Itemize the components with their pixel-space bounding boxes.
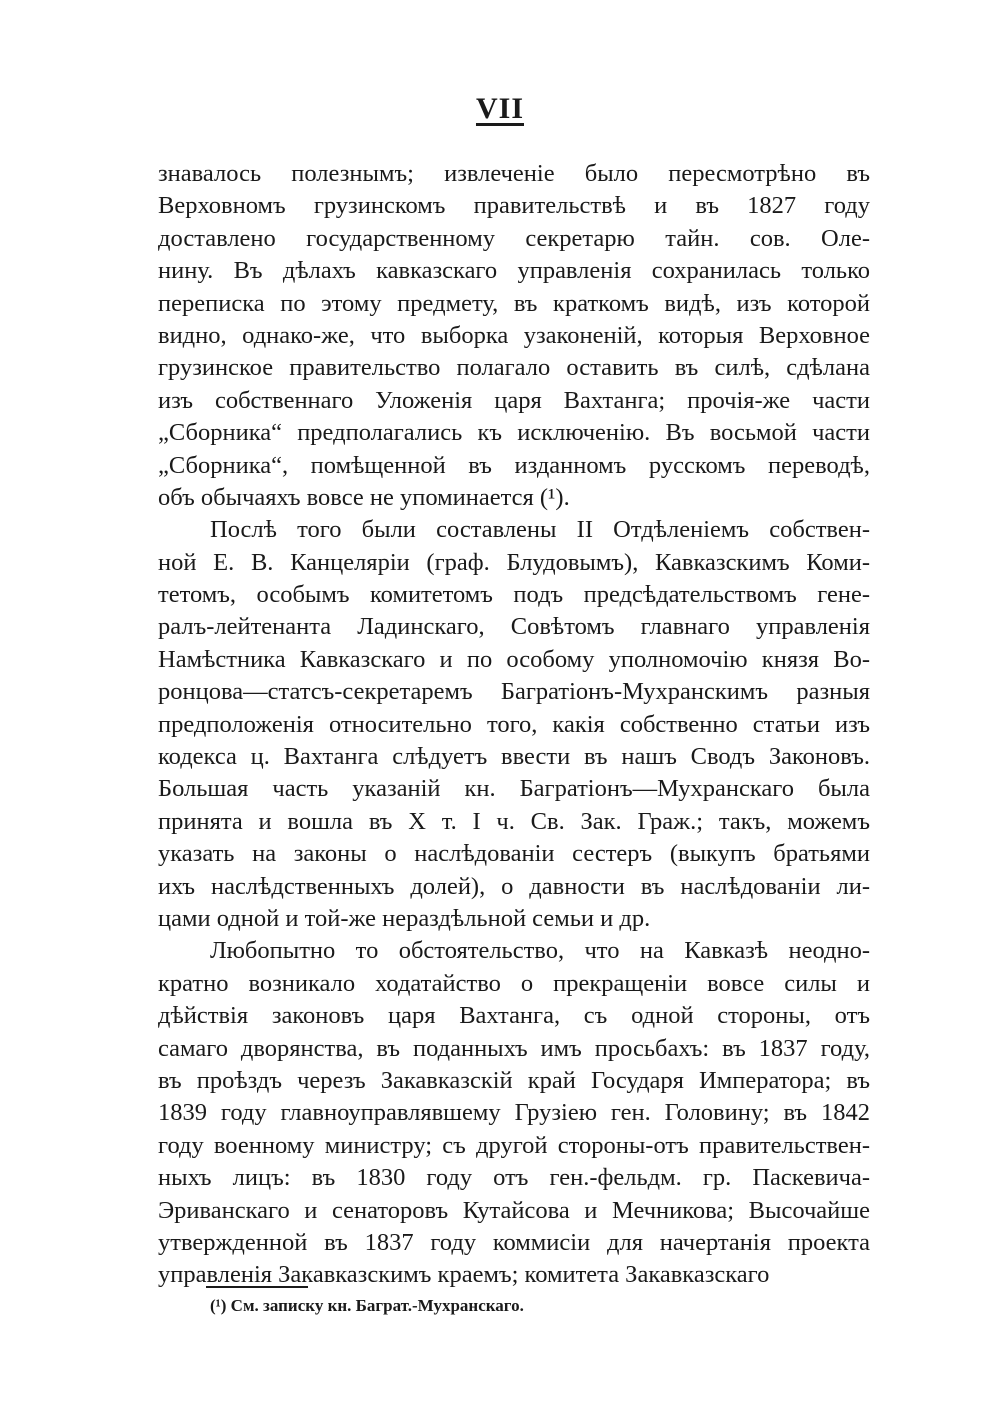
footnote: (¹) См. записку кн. Баграт.-Мухранскаго. [210, 1296, 524, 1315]
text-line: „Сборника“, помѣщенной въ изданномъ русскомъ переводѣ, [158, 451, 870, 479]
text-line: въ проѣздъ черезъ Закавказскій край Государя Императора; въ [158, 1066, 870, 1094]
text-line: грузинское правительство полагало оставить въ силѣ, сдѣлана [158, 354, 870, 382]
text-line: Намѣстника Кавказскаго и по особому уполномочію князя Во- [158, 645, 870, 673]
text-line: нину. Въ дѣлахъ кавказскаго управленія сохранилась только [158, 257, 870, 285]
text-line: цами одной и той-же нераздѣльной семьи и др. [158, 904, 651, 932]
text-line: указать на законы о наслѣдованіи сестеръ (выкупъ братьями [158, 840, 870, 868]
text-line: ронцова—статсъ-секретаремъ Багратіонъ-Мухранскимъ разныя [158, 678, 870, 706]
text-line: ныхъ лицъ: въ 1830 году отъ ген.-фельдм. гр. Паскевича- [158, 1164, 870, 1192]
text-line: утвержденной въ 1837 году коммисіи для начертанія проекта [158, 1228, 870, 1256]
paragraph [158, 935, 870, 1291]
text-line: самаго дворянства, въ поданныхъ имъ просьбахъ: въ 1837 году, [158, 1034, 870, 1062]
text-line: кратно возникало ходатайство о прекращеніи вовсе силы и [158, 969, 870, 997]
text-line: ралъ-лейтенанта Ладинскаго, Совѣтомъ главнаго управленія [158, 613, 870, 641]
text-line: принята и вошла въ X т. I ч. Св. Зак. Граж.; такъ, можемъ [158, 807, 870, 835]
text-line: объ обычаяхъ вовсе не упоминается (¹). [158, 483, 570, 511]
text-line: дѣйствія законовъ царя Вахтанга, съ одной стороны, отъ [158, 1002, 870, 1030]
paragraph [158, 158, 870, 514]
text-line: 1839 году главноуправлявшему Грузіею ген. Головину; въ 1842 [158, 1099, 870, 1127]
text-line: видно, однако-же, что выборка узаконеній, которыя Верховное [158, 321, 870, 349]
footnote-divider [206, 1286, 308, 1288]
text-line: управленія Закавказскимъ краемъ; комитета Закавказскаго [158, 1261, 770, 1289]
text-line: Верховномъ грузинскомъ правительствѣ и въ 1827 году [158, 192, 870, 220]
text-line: кодекса ц. Вахтанга слѣдуетъ ввести въ нашъ Сводъ Законовъ. [158, 743, 870, 771]
text-line: тетомъ, особымъ комитетомъ подъ предсѣдательствомъ гене- [158, 581, 870, 609]
text-line: „Сборника“ предполагались къ исключенію. Въ восьмой части [158, 419, 870, 447]
text-line: году военному министру; съ другой стороны-отъ правительствен- [158, 1131, 870, 1159]
paragraph [158, 514, 870, 935]
body-text [158, 158, 870, 1292]
text-line: предположенія относительно того, какія собственно статьи изъ [158, 710, 870, 738]
page-number: VII [475, 92, 524, 125]
text-line: Послѣ того были составлены II Отдѣленіемъ собствен- [210, 516, 870, 544]
text-line: переписка по этому предмету, въ краткомъ видѣ, изъ которой [158, 289, 870, 317]
text-line: доставлено государственному секретарю тайн. сов. Оле- [158, 224, 870, 252]
text-line: Большая часть указаній кн. Багратіонъ—Мухранскаго была [158, 775, 870, 803]
text-line: знавалось полезнымъ; извлеченіе было пересмотрѣно въ [158, 160, 870, 187]
text-line: ихъ наслѣдственныхъ долей), о давности въ наслѣдованіи ли- [158, 872, 870, 900]
text-line: Любопытно то обстоятельство, что на Кавказѣ неодно- [210, 937, 870, 965]
text-line: Эриванскаго и сенаторовъ Кутайсова и Мечникова; Высочайше [158, 1196, 870, 1224]
text-line: изъ собственнаго Уложенія царя Вахтанга; прочія-же части [158, 386, 870, 414]
text-line: ной Е. В. Канцеляріи (граф. Блудовымъ), Кавказскимъ Коми- [158, 548, 870, 576]
